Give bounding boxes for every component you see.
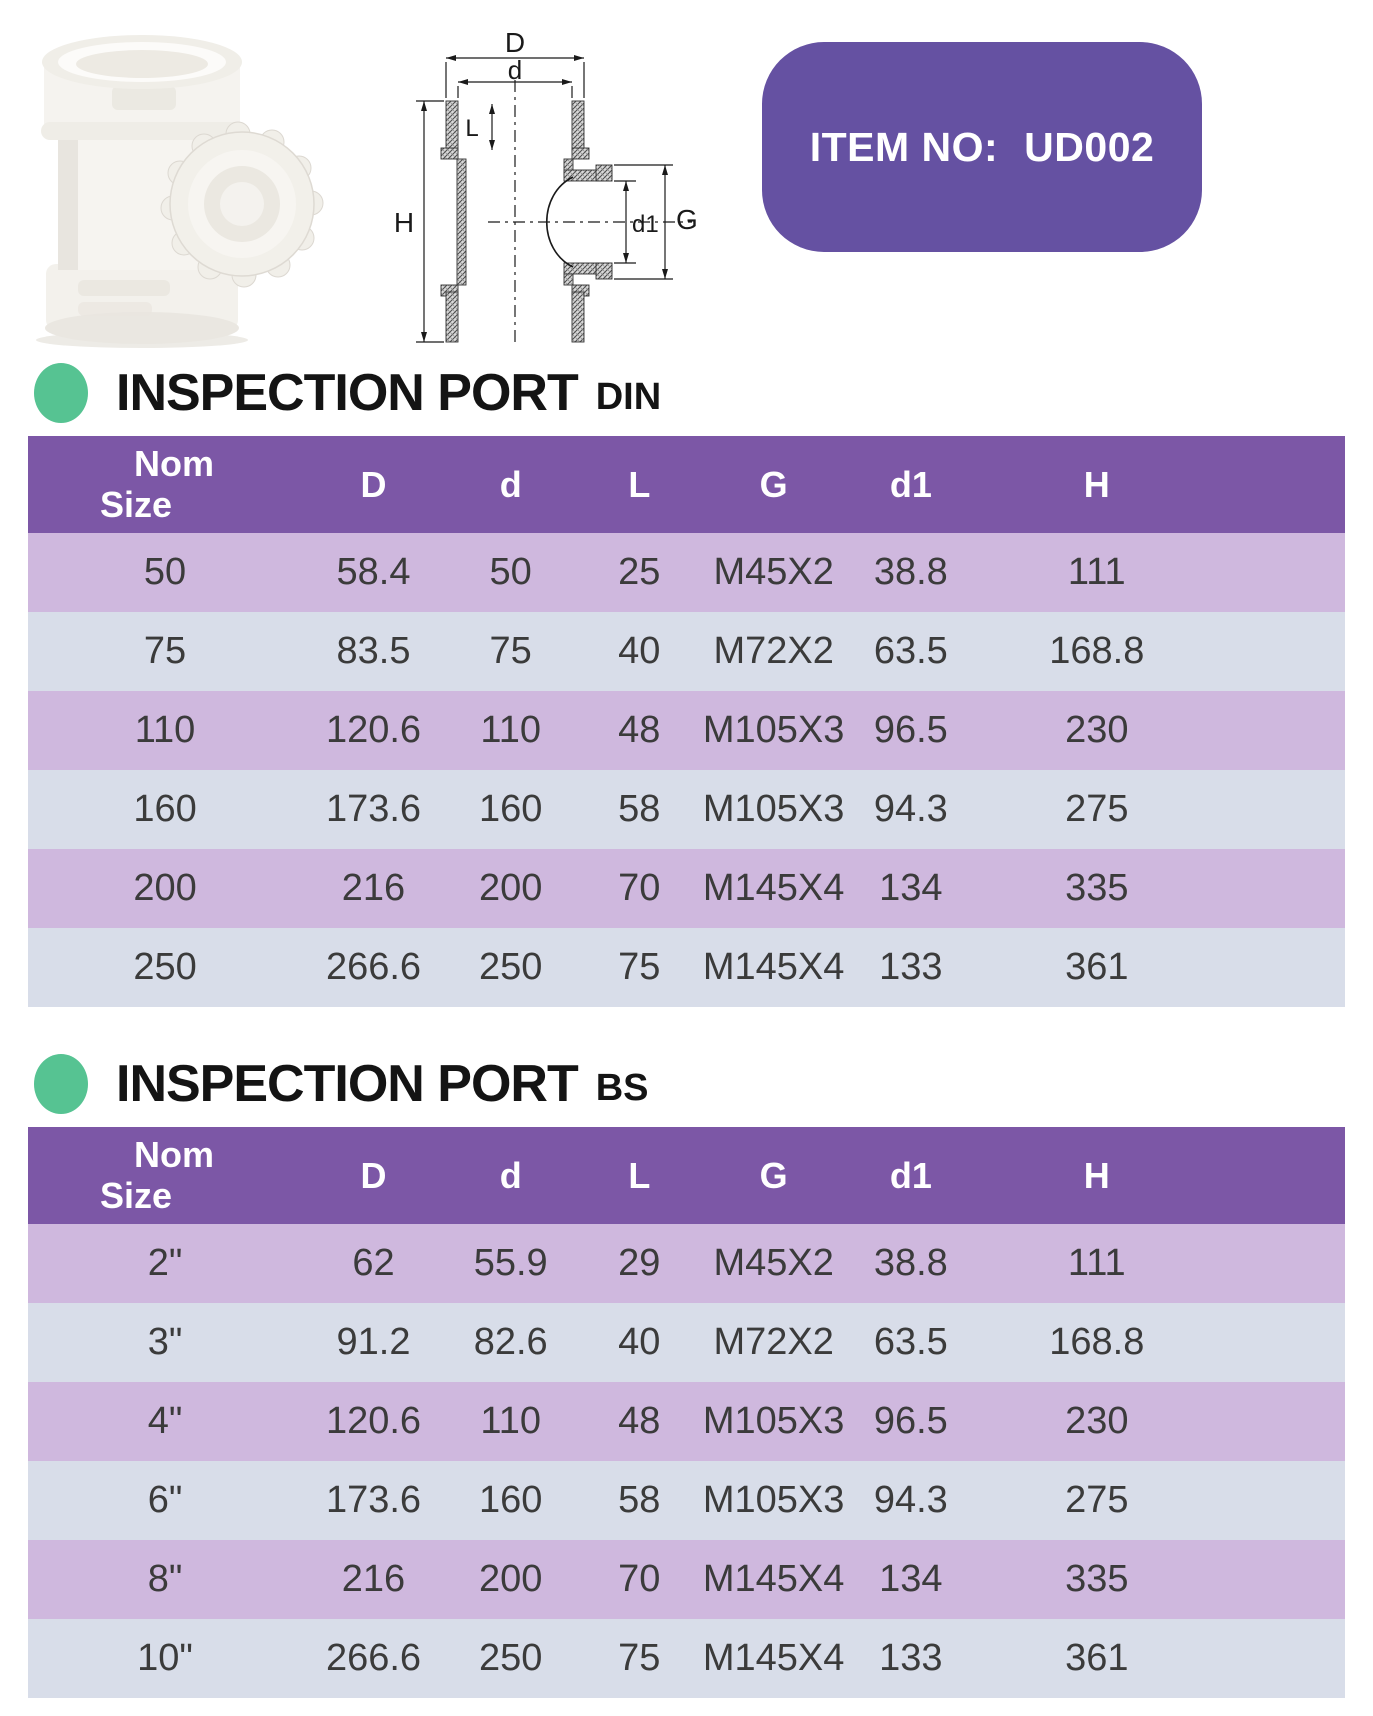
value-cell: 160	[445, 770, 576, 849]
column-header-d: d	[445, 1127, 576, 1224]
value-cell: 361	[977, 1619, 1345, 1698]
dim-label-G: G	[676, 204, 698, 235]
table-row	[28, 849, 1345, 928]
value-cell: 173.6	[302, 770, 445, 849]
value-cell: M105X3	[702, 770, 845, 849]
value-cell: 50	[445, 533, 576, 612]
table-row	[28, 691, 1345, 770]
value-cell: 75	[576, 928, 702, 1007]
value-cell: 110	[445, 1382, 576, 1461]
value-cell: 96.5	[845, 691, 976, 770]
value-cell: 250	[445, 928, 576, 1007]
value-cell: 168.8	[977, 1303, 1345, 1382]
value-cell: 75	[576, 1619, 702, 1698]
technical-drawing	[380, 22, 714, 348]
dim-label-d1: d1	[632, 211, 659, 238]
nom-size-cell: 75	[28, 612, 302, 691]
column-header-g: G	[702, 436, 845, 533]
section-heading-bs	[0, 1049, 1373, 1119]
nom-size-cell: 4"	[28, 1382, 302, 1461]
bullet-circle-icon	[34, 1054, 88, 1114]
value-cell: 38.8	[845, 1224, 976, 1303]
value-cell: 58.4	[302, 533, 445, 612]
value-cell: 110	[445, 691, 576, 770]
column-header-nom-size: Nom Size	[28, 1127, 302, 1224]
table-row	[28, 533, 1345, 612]
item-number-badge	[762, 42, 1202, 252]
value-cell: 63.5	[845, 1303, 976, 1382]
nom-size-cell: 160	[28, 770, 302, 849]
value-cell: 70	[576, 849, 702, 928]
table-row	[28, 928, 1345, 1007]
value-cell: 173.6	[302, 1461, 445, 1540]
value-cell: M72X2	[702, 1303, 845, 1382]
value-cell: 25	[576, 533, 702, 612]
value-cell: 266.6	[302, 1619, 445, 1698]
nom-size-cell: 110	[28, 691, 302, 770]
value-cell: M45X2	[702, 533, 845, 612]
value-cell: 335	[977, 849, 1345, 928]
value-cell: M145X4	[702, 1540, 845, 1619]
table-row	[28, 1540, 1345, 1619]
value-cell: 40	[576, 1303, 702, 1382]
value-cell: 75	[445, 612, 576, 691]
column-header-d1: d1	[845, 1127, 976, 1224]
value-cell: M145X4	[702, 928, 845, 1007]
din-spec-table	[28, 436, 1345, 1007]
value-cell: M105X3	[702, 691, 845, 770]
value-cell: 216	[302, 849, 445, 928]
item-number-value: UD002	[1024, 123, 1155, 170]
value-cell: 134	[845, 849, 976, 928]
value-cell: 40	[576, 612, 702, 691]
value-cell: 275	[977, 1461, 1345, 1540]
value-cell: 133	[845, 1619, 976, 1698]
value-cell: 361	[977, 928, 1345, 1007]
value-cell: 335	[977, 1540, 1345, 1619]
nom-size-cell: 8"	[28, 1540, 302, 1619]
nom-size-cell: 3"	[28, 1303, 302, 1382]
nom-size-cell: 6"	[28, 1461, 302, 1540]
value-cell: 29	[576, 1224, 702, 1303]
value-cell: 94.3	[845, 770, 976, 849]
column-header-d: D	[302, 436, 445, 533]
value-cell: 55.9	[445, 1224, 576, 1303]
table-row	[28, 1303, 1345, 1382]
value-cell: 120.6	[302, 691, 445, 770]
value-cell: 134	[845, 1540, 976, 1619]
value-cell: 133	[845, 928, 976, 1007]
column-header-d: D	[302, 1127, 445, 1224]
section-standard: DIN	[595, 375, 662, 418]
section-standard: BS	[595, 1066, 649, 1109]
value-cell: 96.5	[845, 1382, 976, 1461]
value-cell: 250	[445, 1619, 576, 1698]
dim-label-H: H	[393, 207, 415, 238]
column-header-h: H	[977, 436, 1345, 533]
nom-size-cell: 2"	[28, 1224, 302, 1303]
table-row	[28, 1461, 1345, 1540]
value-cell: 94.3	[845, 1461, 976, 1540]
value-cell: 216	[302, 1540, 445, 1619]
value-cell: 200	[445, 849, 576, 928]
value-cell: 111	[977, 533, 1345, 612]
table-row	[28, 612, 1345, 691]
value-cell: 58	[576, 770, 702, 849]
value-cell: M105X3	[702, 1382, 845, 1461]
item-number-label: ITEM NO:	[809, 123, 999, 170]
value-cell: 38.8	[845, 533, 976, 612]
value-cell: M145X4	[702, 1619, 845, 1698]
column-header-d1: d1	[845, 436, 976, 533]
section-heading-din	[0, 358, 1373, 428]
value-cell: 111	[977, 1224, 1345, 1303]
column-header-l: L	[576, 436, 702, 533]
value-cell: M145X4	[702, 849, 845, 928]
column-header-h: H	[977, 1127, 1345, 1224]
value-cell: 58	[576, 1461, 702, 1540]
nom-size-cell: 200	[28, 849, 302, 928]
bullet-circle-icon	[34, 363, 88, 423]
value-cell: 168.8	[977, 612, 1345, 691]
product-photo	[16, 18, 328, 348]
din-spec-table-container	[28, 436, 1345, 1007]
value-cell: 62	[302, 1224, 445, 1303]
table-row	[28, 770, 1345, 849]
value-cell: 230	[977, 691, 1345, 770]
column-header-l: L	[576, 1127, 702, 1224]
value-cell: M45X2	[702, 1224, 845, 1303]
value-cell: 91.2	[302, 1303, 445, 1382]
section-title: INSPECTION PORT	[116, 1055, 578, 1113]
column-header-g: G	[702, 1127, 845, 1224]
nom-size-cell: 250	[28, 928, 302, 1007]
section-title: INSPECTION PORT	[116, 364, 578, 422]
dim-label-L: L	[465, 115, 479, 142]
column-header-d: d	[445, 436, 576, 533]
value-cell: 83.5	[302, 612, 445, 691]
value-cell: 63.5	[845, 612, 976, 691]
value-cell: 200	[445, 1540, 576, 1619]
value-cell: 275	[977, 770, 1345, 849]
header-row	[28, 1127, 1345, 1224]
value-cell: 266.6	[302, 928, 445, 1007]
section-bs	[0, 1049, 1373, 1698]
value-cell: 82.6	[445, 1303, 576, 1382]
bs-spec-table	[28, 1127, 1345, 1698]
value-cell: 120.6	[302, 1382, 445, 1461]
value-cell: 160	[445, 1461, 576, 1540]
nom-size-cell: 10"	[28, 1619, 302, 1698]
value-cell: 48	[576, 1382, 702, 1461]
value-cell: M105X3	[702, 1461, 845, 1540]
dim-label-D: D	[504, 27, 526, 58]
column-header-nom-size: Nom Size	[28, 436, 302, 533]
table-row	[28, 1224, 1345, 1303]
section-din	[0, 358, 1373, 1007]
table-row	[28, 1619, 1345, 1698]
value-cell: 70	[576, 1540, 702, 1619]
bs-spec-table-container	[28, 1127, 1345, 1698]
value-cell: M72X2	[702, 612, 845, 691]
page-header	[0, 0, 1373, 352]
value-cell: 48	[576, 691, 702, 770]
header-row	[28, 436, 1345, 533]
dim-label-d: d	[507, 55, 523, 85]
table-row	[28, 1382, 1345, 1461]
value-cell: 230	[977, 1382, 1345, 1461]
nom-size-cell: 50	[28, 533, 302, 612]
